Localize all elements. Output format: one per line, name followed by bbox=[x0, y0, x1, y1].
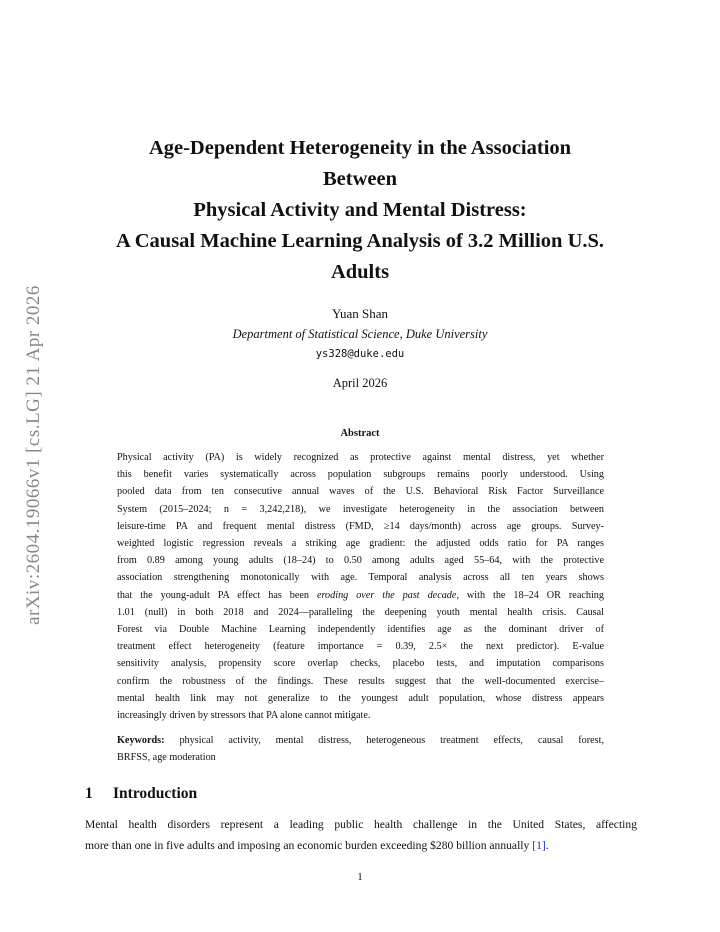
author-email[interactable]: ys328@duke.edu bbox=[315, 348, 405, 360]
abstract-line: mental health link may not generalize to the youngest adult population, whose distress appears bbox=[117, 692, 604, 704]
page-number: 1 bbox=[357, 871, 363, 883]
abstract-line: from 0.89 among young adults (18–24) to 0.50 among adults aged 55–64, with the protective bbox=[117, 555, 604, 567]
abstract-line: confirm the robustness of the findings. These results suggest that the well-documented exercise– bbox=[117, 675, 604, 687]
abstract-line: pooled data from ten consecutive annual waves of the U.S. Behavioral Risk Factor Surveillance bbox=[117, 486, 604, 498]
abstract-line: Forest via Double Machine Learning independently identifies age as the dominant driver of bbox=[117, 624, 604, 636]
author-name: Yuan Shan bbox=[332, 306, 388, 321]
abstract-line: this benefit varies systematically across population subgroups remains poorly understood. Using bbox=[117, 469, 604, 481]
abstract-line: sensitivity analysis, propensity score overlap checks, placebo tests, and imputation comparisons bbox=[117, 658, 604, 670]
keywords-line bbox=[117, 732, 604, 749]
abstract-line-with-emphasis bbox=[117, 587, 604, 604]
abstract-text: , with the 18–24 OR reaching bbox=[456, 589, 604, 601]
abstract-body bbox=[117, 449, 604, 724]
citation-link[interactable]: [1] bbox=[532, 839, 546, 852]
arxiv-watermark bbox=[16, 260, 52, 650]
keywords-line: BRFSS, age moderation bbox=[117, 752, 216, 764]
title-line: A Causal Machine Learning Analysis of 3.2 Million U.S. bbox=[115, 230, 605, 252]
abstract-line: treatment effect heterogeneity (feature importance = 0.39, 2.5× the next predictor). E-value bbox=[117, 641, 604, 653]
abstract-heading: Abstract bbox=[340, 428, 380, 439]
keywords-label: Keywords: bbox=[117, 735, 165, 746]
author-affiliation: Department of Statistical Science, Duke University bbox=[232, 327, 488, 341]
paper-title bbox=[80, 133, 640, 288]
abstract-line: System (2015–2024; n = 3,242,218), we investigate heterogeneity in the association between bbox=[117, 503, 604, 515]
paper-date: April 2026 bbox=[332, 376, 388, 390]
abstract-text: that the young-adult PA effect has been bbox=[117, 589, 317, 601]
keywords bbox=[117, 732, 604, 766]
section-number: 1 bbox=[85, 785, 93, 802]
introduction-paragraph bbox=[85, 814, 637, 856]
intro-line bbox=[85, 835, 637, 856]
title-line: Between bbox=[322, 168, 397, 190]
abstract-line: leisure-time PA and frequent mental distress (FMD, ≥14 days/month) across age groups. Survey- bbox=[117, 520, 604, 532]
arxiv-id[interactable]: arXiv:2604.19066v1 [cs.LG] 21 Apr 2026 bbox=[23, 285, 45, 625]
abstract-line: weighted logistic regression reveals a striking age gradient: the adjusted odds ratio for PA ranges bbox=[117, 538, 604, 550]
section-heading bbox=[85, 785, 197, 803]
abstract-line: association strengthening monotonically with age. Temporal analysis across all ten years shows bbox=[117, 572, 604, 584]
title-line: Adults bbox=[330, 261, 390, 283]
title-line: Age-Dependent Heterogeneity in the Association bbox=[148, 137, 572, 159]
intro-text: more than one in five adults and imposing an economic burden exceeding $280 billion annually bbox=[85, 839, 533, 852]
abstract-line: Physical activity (PA) is widely recognized as protective against mental distress, yet whether bbox=[117, 452, 604, 463]
intro-line: Mental health disorders represent a leading public health challenge in the United States, affecting bbox=[85, 818, 637, 831]
abstract-emphasis: eroding over the past decade bbox=[316, 589, 457, 601]
section-title: Introduction bbox=[113, 785, 198, 802]
abstract-line: increasingly driven by stressors that PA alone cannot mitigate. bbox=[117, 710, 371, 722]
title-line: Physical Activity and Mental Distress: bbox=[193, 199, 527, 221]
keywords-text: physical activity, mental distress, heterogeneous treatment effects, causal forest, bbox=[164, 735, 604, 746]
abstract-line: 1.01 (null) in both 2018 and 2024—paralleling the deepening youth mental health crisis. Causal bbox=[117, 606, 604, 618]
intro-text: . bbox=[545, 839, 549, 852]
